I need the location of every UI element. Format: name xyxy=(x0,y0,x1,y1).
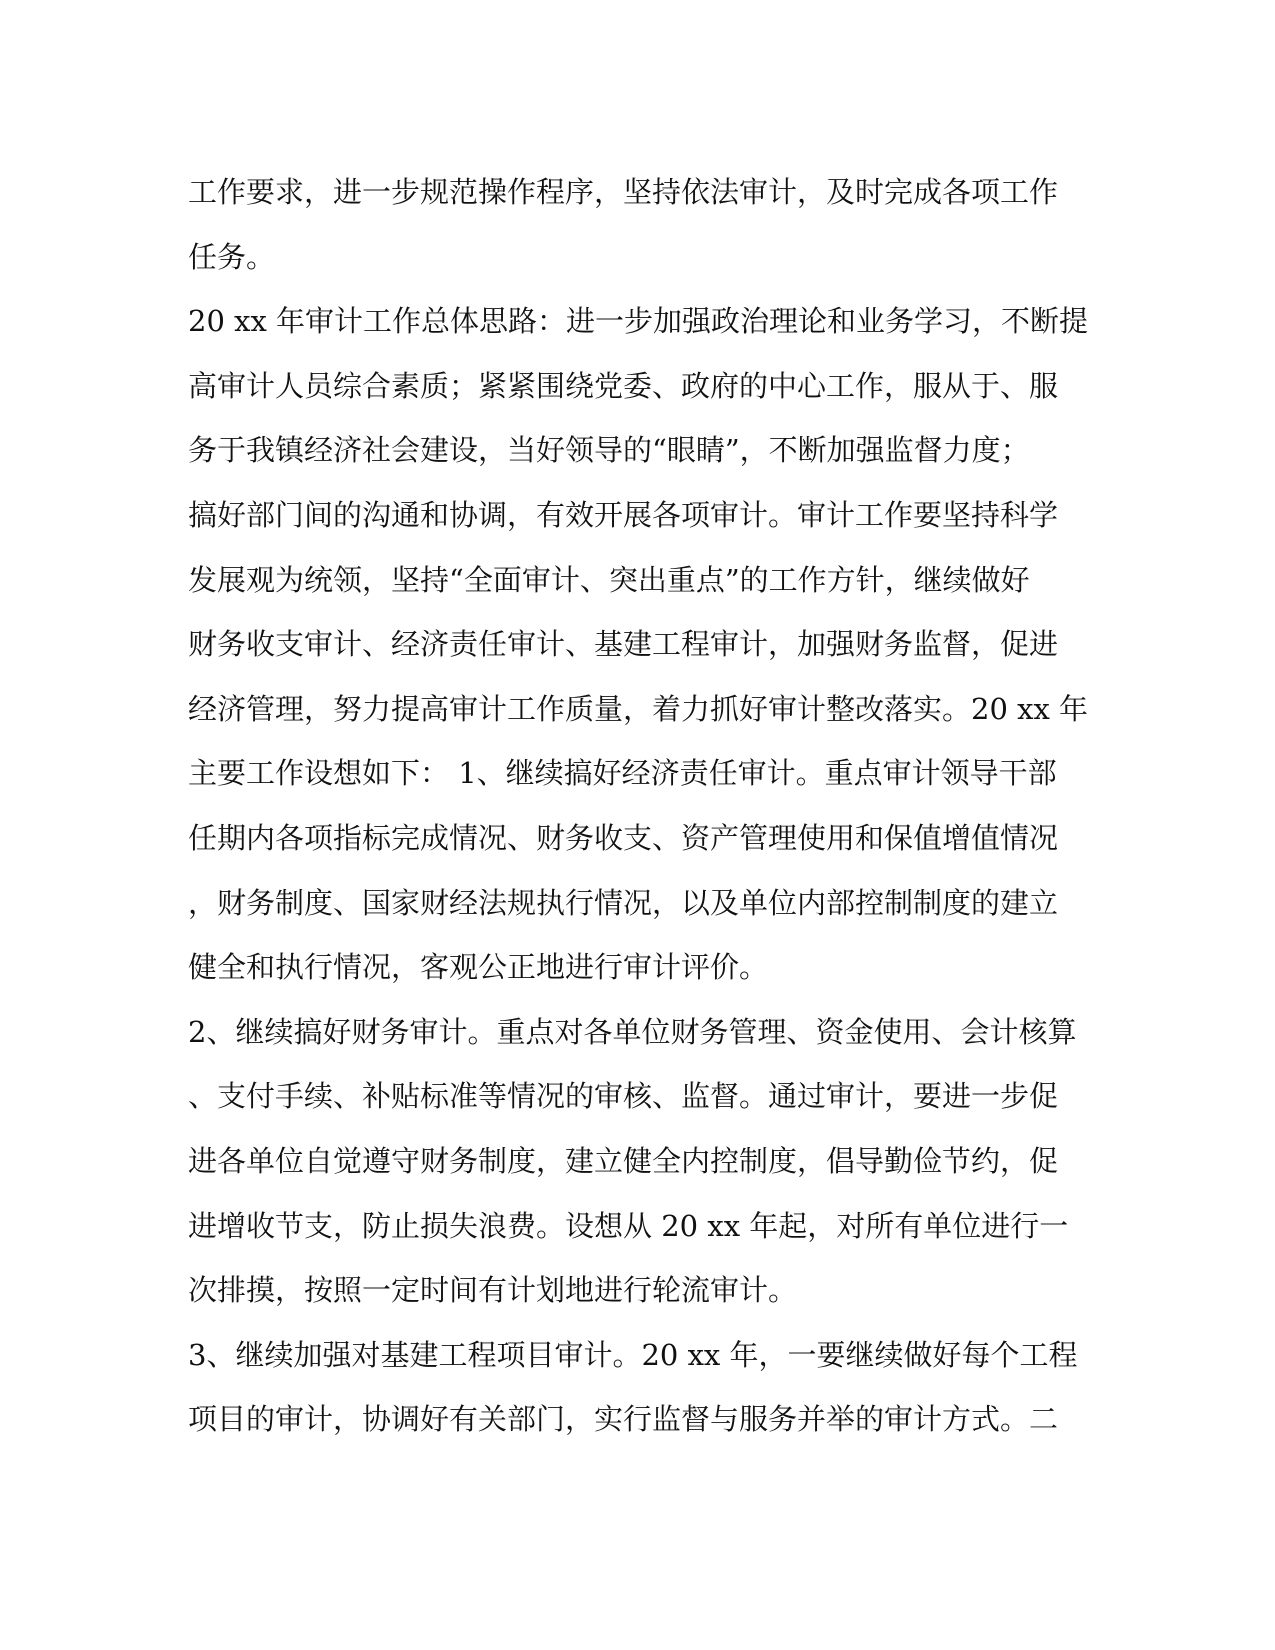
text-line: 20 xx 年审计工作总体思路：进一步加强政治理论和业务学习，不断提 xyxy=(188,304,1089,339)
text-line: 进增收节支，防止损失浪费。设想从 20 xx 年起，对所有单位进行一 xyxy=(188,1208,1069,1243)
text-line: ，财务制度、国家财经法规执行情况，以及单位内部控制制度的建立 xyxy=(188,885,1059,920)
text-line: 任期内各项指标完成情况、财务收支、资产管理使用和保值增值情况 xyxy=(188,820,1059,855)
text-line: 财务收支审计、经济责任审计、基建工程审计，加强财务监督，促进 xyxy=(188,627,1059,662)
text-line: 2、继续搞好财务审计。重点对各单位财务管理、资金使用、会计核算 xyxy=(188,1014,1077,1049)
text-line: 搞好部门间的沟通和协调，有效开展各项审计。审计工作要坚持科学 xyxy=(188,497,1059,532)
text-line: 健全和执行情况，客观公正地进行审计评价。 xyxy=(188,950,769,985)
text-line: 、支付手续、补贴标准等情况的审核、监督。通过审计，要进一步促 xyxy=(188,1079,1059,1114)
body-text xyxy=(188,160,1088,1452)
text-line: 高审计人员综合素质；紧紧围绕党委、政府的中心工作，服从于、服 xyxy=(188,368,1059,403)
text-line: 次排摸，按照一定时间有计划地进行轮流审计。 xyxy=(188,1273,798,1308)
text-line: 工作要求，进一步规范操作程序，坚持依法审计，及时完成各项工作 xyxy=(188,175,1059,209)
text-line: 任务。 xyxy=(188,239,276,274)
text-line: 发展观为统领，坚持“全面审计、突出重点”的工作方针，继续做好 xyxy=(188,562,1030,597)
text-line: 务于我镇经济社会建设，当好领导的“眼睛”，不断加强监督力度； xyxy=(188,433,1030,468)
text-line: 进各单位自觉遵守财务制度，建立健全内控制度，倡导勤俭节约，促 xyxy=(188,1143,1059,1178)
text-line: 经济管理，努力提高审计工作质量，着力抓好审计整改落实。20 xx 年 xyxy=(188,691,1089,726)
text-line: 主要工作设想如下： 1、继续搞好经济责任审计。重点审计领导干部 xyxy=(188,756,1057,791)
text-line: 项目的审计，协调好有关部门，实行监督与服务并举的审计方式。二 xyxy=(188,1402,1059,1437)
text-line: 3、继续加强对基建工程项目审计。20 xx 年，一要继续做好每个工程 xyxy=(188,1337,1078,1372)
